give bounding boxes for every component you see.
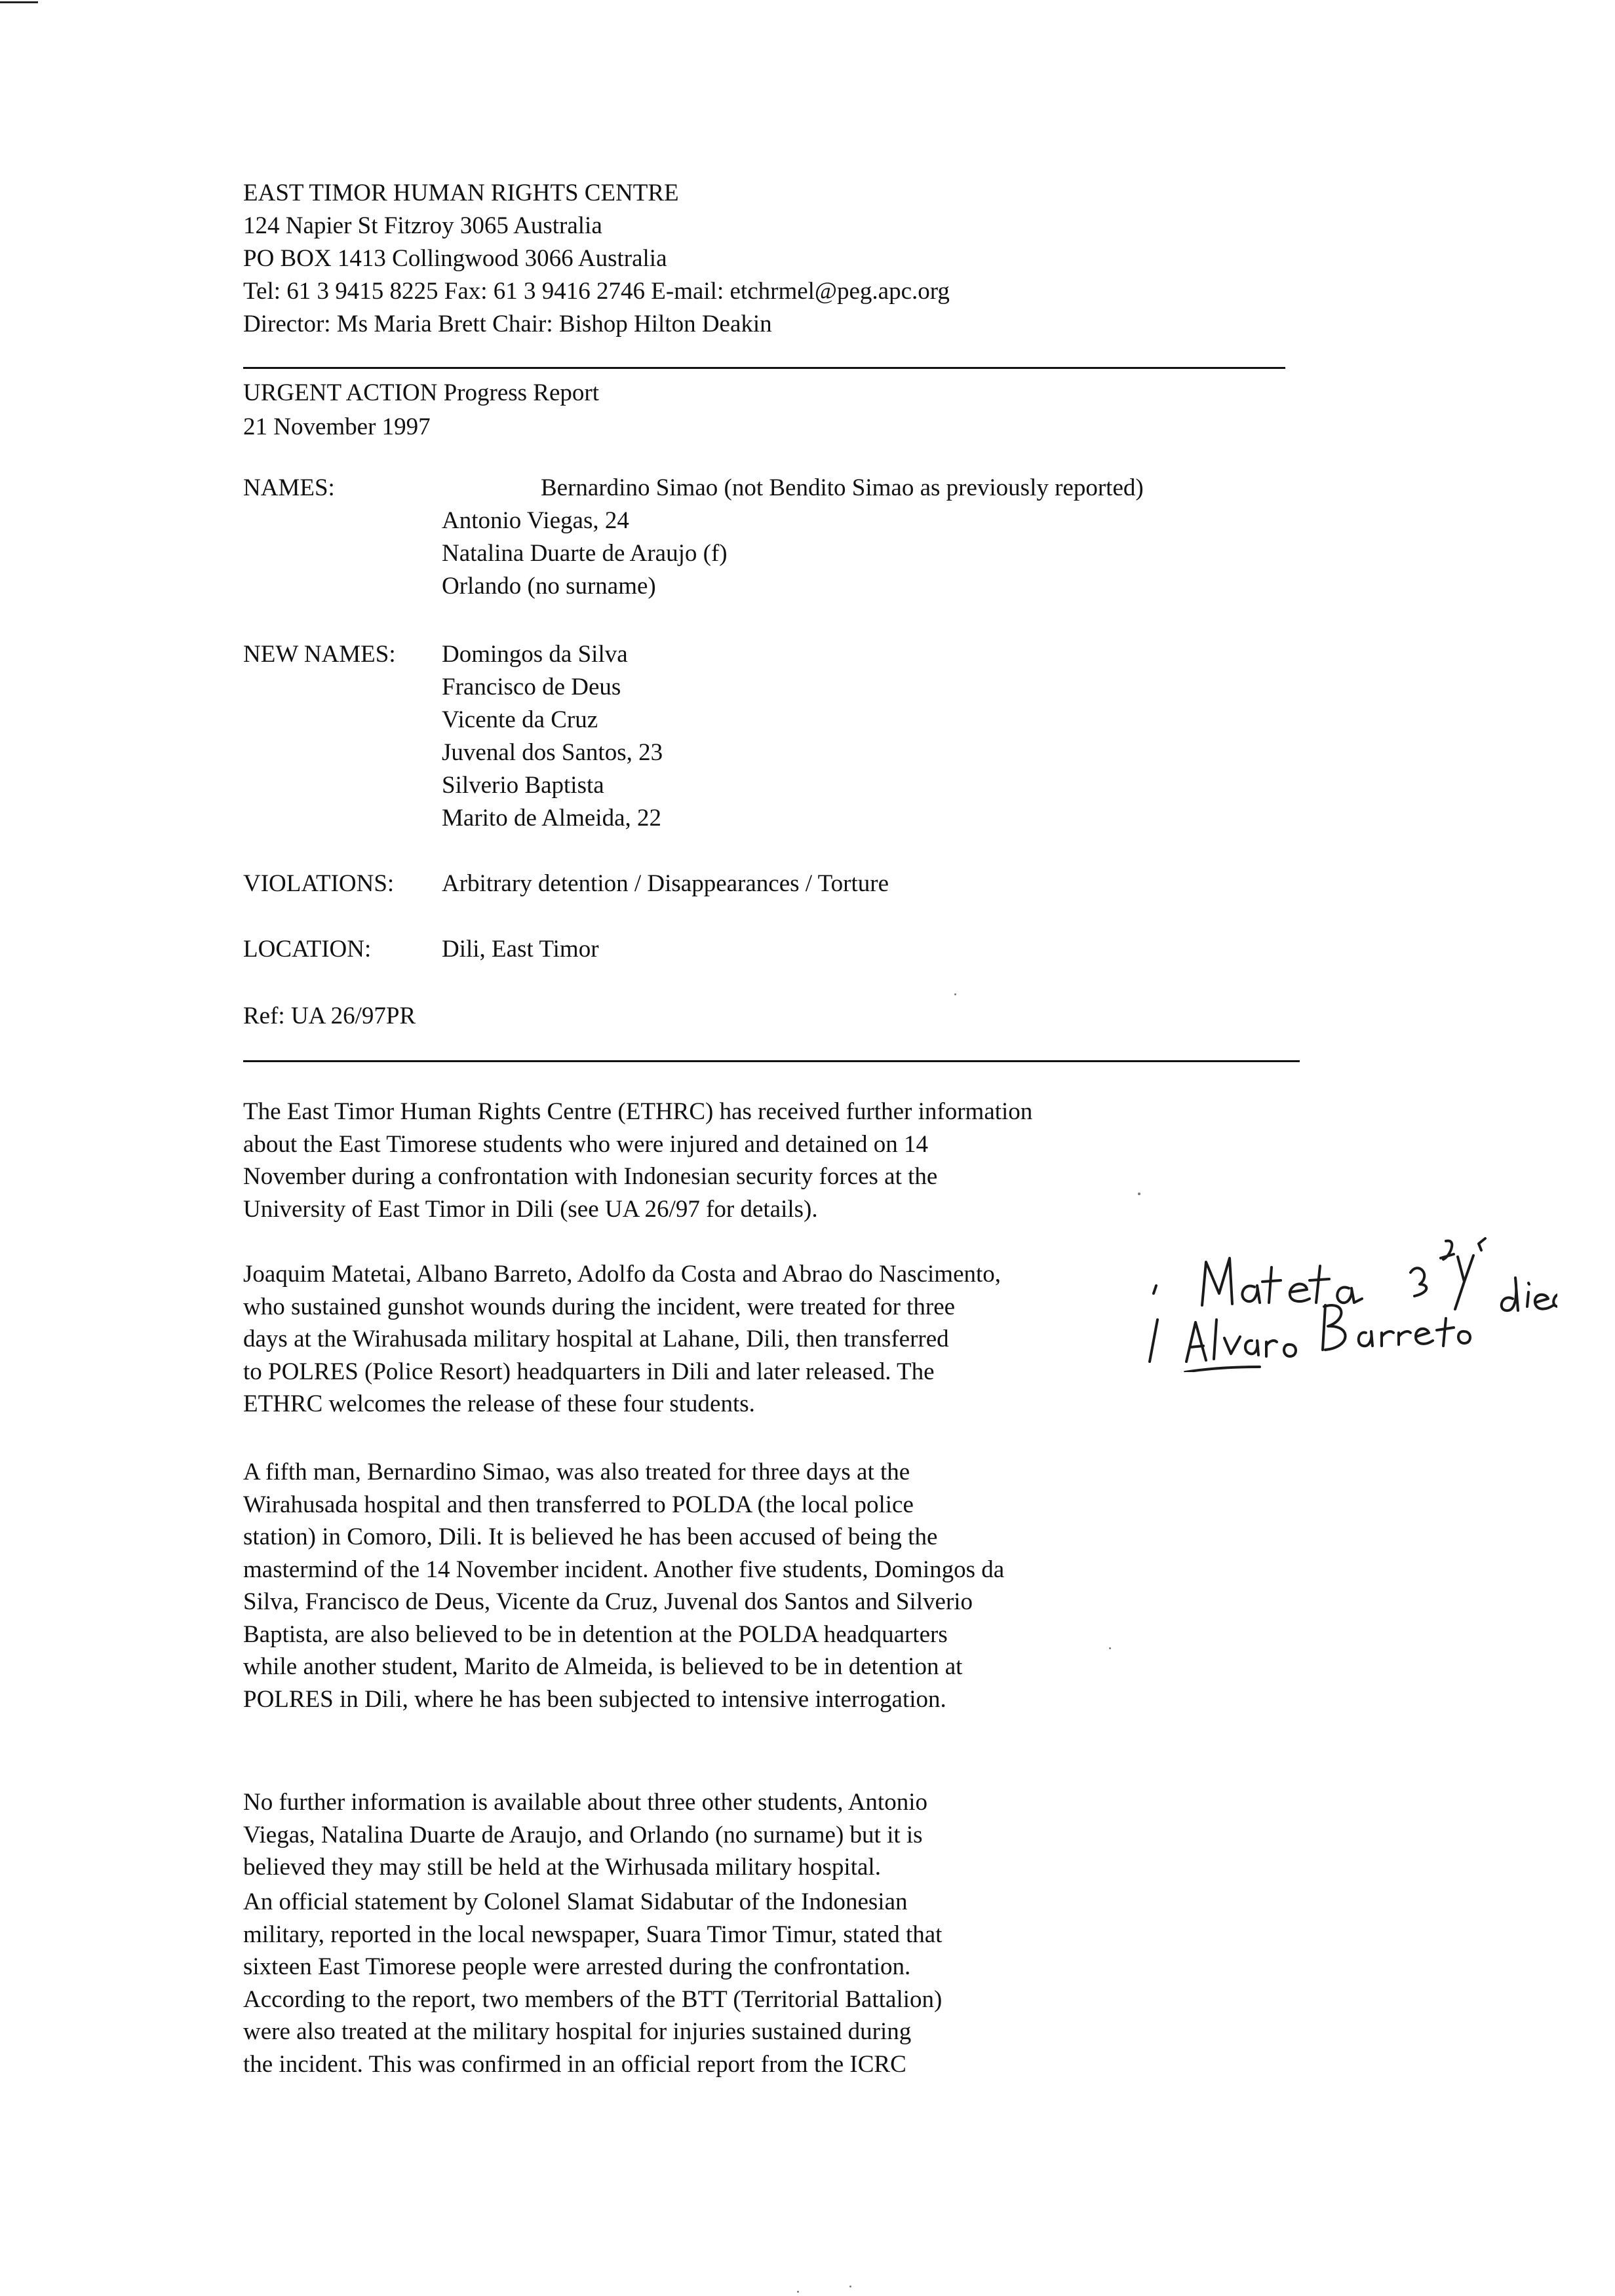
names-label: NAMES:	[243, 474, 335, 501]
new-names-label: NEW NAMES:	[243, 641, 396, 668]
location-value: Dili, East Timor	[442, 936, 599, 963]
violations-label: VIOLATIONS:	[243, 870, 395, 897]
postal-address: PO BOX 1413 Collingwood 3066 Australia	[243, 245, 667, 272]
new-name-entry: Juvenal dos Santos, 23	[442, 739, 663, 766]
name-entry: Bernardino Simao (not Bendito Simao as previously reported)	[541, 474, 1144, 501]
street-address: 124 Napier St Fitzroy 3065 Australia	[243, 212, 602, 239]
new-name-entry: Marito de Almeida, 22	[442, 805, 661, 832]
violations-value: Arbitrary detention / Disappearances / Torture	[442, 870, 889, 897]
letterhead	[243, 177, 950, 341]
scan-speck	[954, 993, 956, 995]
new-name-entry: Francisco de Deus	[442, 674, 621, 700]
report-title: URGENT ACTION Progress Report	[243, 379, 599, 406]
name-entry: Natalina Duarte de Araujo (f)	[442, 540, 728, 567]
body-paragraph: No further information is available about three other students, Antonio Viegas, Natalina Duarte de Araujo, and Orlando (no surname) but it is believed they may still be held at the Wirhusada military hospital.	[243, 1789, 927, 1881]
contact-details: Tel: 61 3 9415 8225 Fax: 61 3 9416 2746 E-mail: etchrmel@peg.apc.org	[243, 278, 950, 305]
location-label: LOCATION:	[243, 936, 372, 963]
officers-line: Director: Ms Maria Brett Chair: Bishop Hilton Deakin	[243, 311, 772, 337]
reference-number: Ref: UA 26/97PR	[243, 1003, 416, 1029]
scan-speck	[797, 2291, 799, 2293]
scan-artifact	[0, 1, 38, 3]
body-paragraph: A fifth man, Bernardino Simao, was also treated for three days at the Wirahusada hospital and then transferred to POLDA (the local police station) in Comoro, Dili. It is believed he has been accused of being the mastermind of the 14 November incident. Another five students, Domingos da Silva, Francisco de Deus, Vicente da Cruz, Juvenal dos Santos and Silverio Baptista, are also believed to be in detention at the POLDA headquarters while another student, Marito de Almeida, is believed to be in detention at POLRES in Dili, where he has been subjected to intensive interrogation.	[243, 1459, 1005, 1713]
scan-speck	[1109, 1647, 1111, 1649]
new-name-entry: Silverio Baptista	[442, 772, 604, 799]
header-divider	[243, 367, 1285, 369]
report-heading	[243, 376, 599, 444]
organization-name: EAST TIMOR HUMAN RIGHTS CENTRE	[243, 180, 679, 206]
new-names-list	[442, 638, 663, 835]
names-list	[442, 472, 1144, 603]
name-entry: Antonio Viegas, 24	[442, 507, 629, 534]
body-paragraph: An official statement by Colonel Slamat Sidabutar of the Indonesian military, reported in the local newspaper, Suara Timor Timur, stated that sixteen East Timorese people were arrested during the confrontation. According to the report, two members of the BTT (Territorial Battalion) were also treated at the military hospital for injuries sustained during the incident. This was confirmed in an official report from the ICRC	[243, 1888, 943, 2078]
handwritten-annotation	[1138, 1221, 1557, 1372]
body-paragraph: Joaquim Matetai, Albano Barreto, Adolfo da Costa and Abrao do Nascimento, who sustained gunshot wounds during the incident, were treated for three days at the Wirahusada military hospital at Lahane, Dili, then transferred to POLRES (Police Resort) headquarters in Dili and later released. The ETHRC welcomes the release of these four students.	[243, 1261, 1002, 1417]
scan-speck	[1138, 1193, 1140, 1195]
section-divider	[243, 1060, 1300, 1062]
new-name-entry: Vicente da Cruz	[442, 706, 598, 733]
name-entry: Orlando (no surname)	[442, 573, 656, 600]
new-name-entry: Domingos da Silva	[442, 641, 628, 668]
body-paragraph: The East Timor Human Rights Centre (ETHRC) has received further information about the East Timorese students who were injured and detained on 14 November during a confrontation with Indonesian security forces at the University of East Timor in Dili (see UA 26/97 for details).	[243, 1098, 1033, 1223]
report-date: 21 November 1997	[243, 413, 431, 440]
scan-speck	[849, 2286, 851, 2287]
